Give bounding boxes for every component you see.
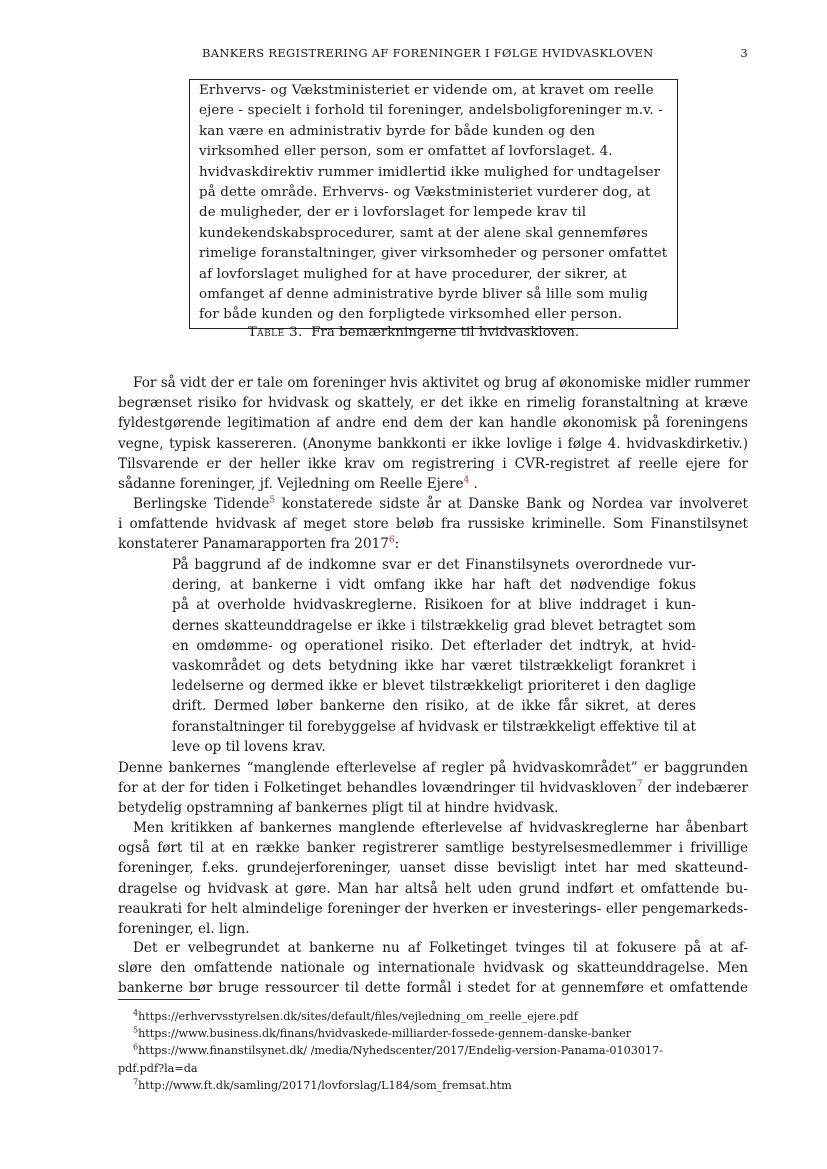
paragraph-line: begrænset risiko for hvidvask og skattely, er det ikke en rimelig foranstaltning at kræve — [118, 395, 748, 412]
paragraph-line — [118, 494, 748, 514]
paragraph-line: foreninger, el. lign. — [118, 921, 250, 938]
table-line: på dette område. Erhvervs- og Vækstministeriet vurderer dog, at — [199, 185, 651, 201]
paragraph-line: Det er velbegrundet at bankerne nu af Folketinget tvinges til at fokusere på at af- — [133, 940, 748, 956]
paragraph-line: reaukrati for helt almindelige foreninger der hverken er investerings- eller pengemarkeds- — [118, 900, 748, 917]
footnote-6-continuation — [118, 1060, 748, 1077]
footnote-ref[interactable]: 5 — [269, 495, 276, 506]
paragraph-line: Tilsvarende er der heller ikke krav om registrering i CVR-registret af reelle ejere for — [118, 455, 748, 472]
table-line: omfanget af denne administrative byrde bliver så lille som mulig — [199, 287, 649, 303]
paragraph-text: konstaterer Panamarapporten fra 2017 — [118, 536, 389, 553]
footnote-link[interactable]: https://www.business.dk/finans/hvidvaskede-milliarder-fossede-gennem-danske-banker — [138, 1027, 632, 1041]
caption-label: Table 3. — [247, 325, 303, 340]
footnote-6 — [118, 1042, 748, 1059]
paragraph-text: for at der for tiden i Folketinget behandles lovændringer til hvidvaskloven — [118, 780, 637, 797]
paragraph-line: Denne bankernes “manglende efterlevelse af regler på hvidvaskområdet” er baggrunden — [118, 760, 748, 776]
footnote-4 — [118, 1008, 748, 1025]
paragraph-text: Berlingske Tidende — [133, 496, 270, 512]
paragraph-text: . — [469, 476, 478, 493]
paragraph-text: konstaterede sidste år at Danske Bank og Nordea var involveret — [275, 496, 748, 512]
table-line: kundekendskabsprocedurer, samt at der alene skal gennemføres — [199, 225, 648, 241]
footnote-ref[interactable]: 4 — [463, 475, 470, 486]
table-line: de muligheder, der er i lovforslaget for lempede krav til — [199, 205, 587, 221]
paragraph-3 — [118, 758, 748, 819]
caption-text: Fra bemærkningerne til hvidvaskloven. — [311, 325, 580, 340]
paragraph-5 — [118, 938, 748, 999]
paragraph-2 — [118, 494, 748, 555]
paragraph-line: sløre den omfattende nationale og internationale hvidvask og skatteunddragelse. Men — [118, 960, 748, 977]
quote-line: dering, at bankerne i vidt omfang ikke har haft det nødvendige fokus — [172, 577, 696, 594]
footnote-link[interactable]: https://www.finanstilsynet.dk/ /media/Nyhedscenter/2017/Endelig-version-Panama-0103017- — [138, 1044, 663, 1058]
paragraph-line: betydelig opstramning af bankernes pligt til at hindre hvidvask. — [118, 800, 559, 817]
paragraph-line: fyldestgørende legitimation af andre end dem der kan handle økonomisk på foreningens — [118, 415, 748, 432]
running-header — [118, 46, 748, 64]
table-caption — [0, 325, 827, 340]
quote-line: vaskområdet og dets betydning ikke har været tilstrækkeligt forankret i — [172, 658, 696, 675]
table-line: af lovforslaget mulighed for at have procedurer, der sikrer, at — [199, 266, 627, 282]
paragraph-line: dragelse og hvidvask at gøre. Man har altså helt uden grund indført et omfattende bu- — [118, 880, 748, 897]
footnote-link[interactable]: https://erhvervsstyrelsen.dk/sites/default/files/vejledning_om_reelle_ejere.pdf — [138, 1010, 578, 1023]
paragraph-line: vegne, typisk kassereren. (Anonyme bankkonti er ikke lovlige i følge 4. hvidvaskdirketiv.) — [118, 435, 748, 452]
table-line: ejere - specielt i forhold til foreninger, andelsboligforeninger m.v. - — [199, 103, 663, 119]
paragraph-line — [118, 534, 748, 554]
paragraph-line: For så vidt der er tale om foreninger hvis aktivitet og brug af økonomiske midler rummer — [133, 375, 751, 391]
table-line: virksomhed eller person, som er omfattet af lovforslaget. 4. — [199, 144, 613, 160]
table-3-box — [189, 79, 678, 329]
quote-line: en omdømme- og operationel risiko. Det efterlader det indtryk, at hvid- — [172, 637, 696, 654]
paragraph-text: sådanne foreninger, jf. Vejledning om Reelle Ejere — [118, 476, 464, 493]
quote-line: På baggrund af de indkomne svar er det Finanstilsynets overordnede vur- — [172, 557, 696, 573]
quote-line: dernes skatteunddragelse er ikke i tilstrækkelig grad blevet betragtet som — [172, 617, 696, 634]
footnote-rule — [118, 999, 200, 1000]
quote-line: foranstaltninger til forebyggelse af hvidvask er tilstrækkeligt effektive til at — [172, 718, 696, 735]
table-line: rimelige foranstaltninger, giver virksomheder og personer omfattet — [199, 246, 668, 262]
footnote-number: 7 — [133, 1077, 139, 1087]
paragraph-line: bankerne bør bruge ressourcer til dette formål i stedet for at gennemføre et omfattende — [118, 980, 748, 997]
footnote-ref[interactable]: 6 — [388, 535, 395, 546]
page-number: 3 — [740, 46, 748, 60]
paragraph-line — [118, 778, 748, 798]
footnote-number: 5 — [133, 1025, 139, 1035]
footnote-link[interactable]: http://www.ft.dk/samling/20171/lovforslag/L184/som_fremsat.htm — [138, 1078, 512, 1092]
quote-line: drift. Dermed løber bankerne den risiko, at de ikke får sikret, at deres — [172, 698, 696, 715]
footnote-link[interactable]: pdf.pdf?la=da — [118, 1061, 198, 1075]
table-line: Erhvervs- og Vækstministeriet er vidende om, at kravet om reelle — [199, 83, 654, 98]
paragraph-1 — [118, 373, 751, 494]
paragraph-line: foreninger, f.eks. grundejerforeninger, uanset disse bevisligt intet har med skatteund- — [118, 860, 748, 877]
quote-line: på at overholde hvidvaskreglerne. Risikoen for at blive inddraget i kun- — [172, 597, 696, 614]
footnote-number: 6 — [133, 1042, 139, 1052]
table-line: kan være en administrativ byrde for både kunden og den — [199, 123, 596, 139]
block-quote — [172, 555, 696, 757]
footnote-5 — [118, 1025, 748, 1042]
paragraph-line: Men kritikken af bankernes manglende efterlevelse af hvidvaskreglerne har åbenbart — [133, 820, 748, 836]
paragraph-line: i omfattende hvidvask af meget store beløb fra russiske kriminelle. Som Finanstilsynet — [118, 516, 748, 533]
footnotes — [118, 1008, 748, 1094]
paragraph-line: også ført til at en række banker registrerer samtlige bestyrelsesmedlemmer i frivillige — [118, 840, 748, 857]
paragraph-4 — [118, 818, 748, 939]
footnote-ref[interactable]: 7 — [636, 779, 643, 790]
table-line: for både kunden og den forpligtede virksomhed eller person. — [199, 307, 623, 323]
running-head-title: BANKERS REGISTRERING AF FORENINGER I FØLGE HVIDVASKLOVEN — [202, 46, 654, 60]
quote-line: leve op til lovens krav. — [172, 738, 326, 755]
table-line: hvidvaskdirektiv rummer imidlertid ikke mulighed for undtagelser — [199, 164, 661, 180]
paragraph-text: : — [394, 536, 400, 553]
quote-line: ledelserne og dermed ikke er blevet tilstrækkeligt prioriteret i den daglige — [172, 678, 696, 695]
footnote-number: 4 — [133, 1008, 139, 1018]
paragraph-text: der indebærer — [642, 780, 748, 797]
footnote-7 — [118, 1077, 748, 1094]
paragraph-line — [118, 474, 748, 494]
